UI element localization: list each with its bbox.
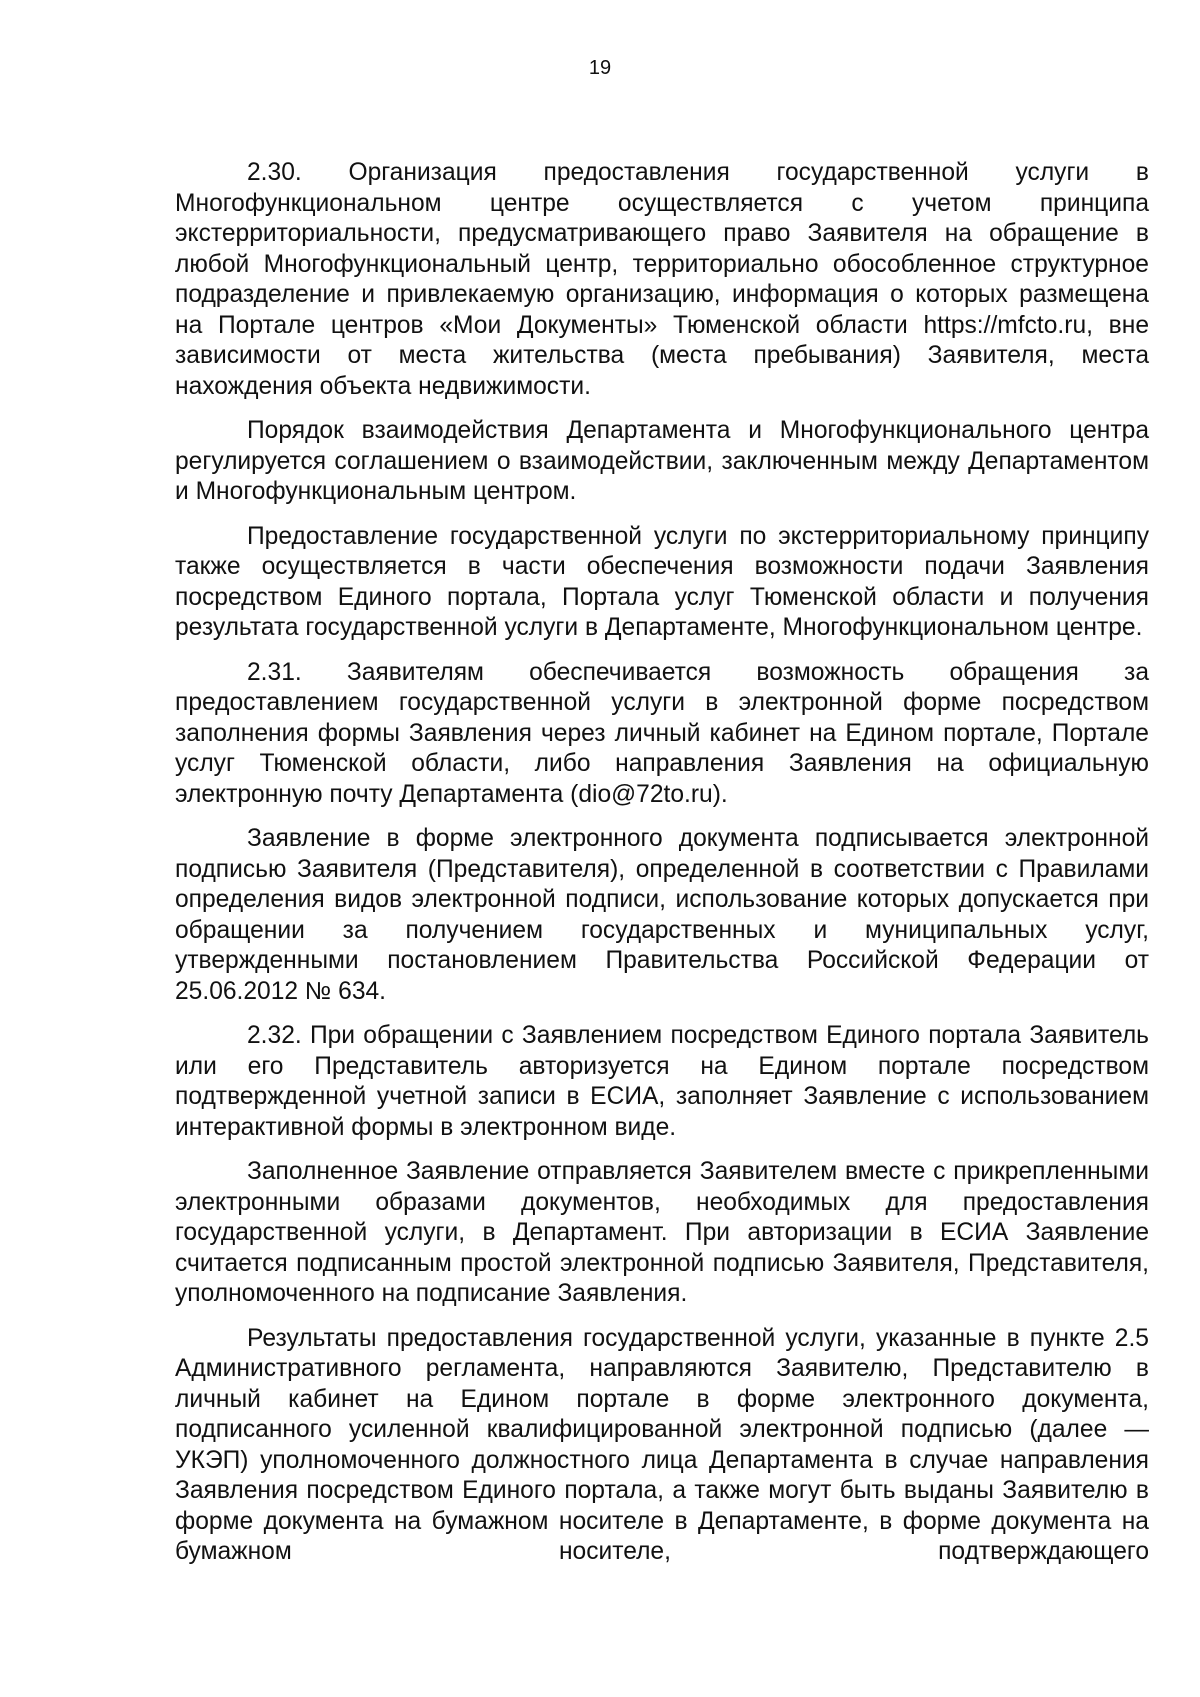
paragraph-2-32: 2.32. При обращении с Заявлением посредством Единого портала Заявитель или его Представитель авторизуется на Едином портале посредством подтвержденной учетной записи в ЕСИА, заполняет Заявление с использованием интерактивной формы в электронном виде. <box>175 1022 1149 1141</box>
paragraph-service-results: Результаты предоставления государственной услуги, указанные в пункте 2.5 Административного регламента, направляются Заявителю, Представителю в личный кабинет на Едином портале в форме электронного документа, подписанного усиленной квалифицированной электронной подписью (далее —УКЭП) уполномоченного должностного лица Департамента в случае направления Заявления посредством Единого портала, а также могут быть выданы Заявителю в форме документа на бумажном носителе в Департаменте, в форме документа на бумажном носителе, подтверждающего <box>175 1324 1149 1565</box>
paragraph-interaction-order: Порядок взаимодействия Департамента и Многофункционального центра регулируется соглашением о взаимодействии, заключенным между Департаментом и Многофункциональным центром. <box>175 417 1149 505</box>
paragraph-2-30: 2.30. Организация предоставления государственной услуги в Многофункциональном центре осуществляется с учетом принципа экстерриториальности, предусматривающего право Заявителя на обращение в любой Многофункциональный центр, территориально обособленное структурное подразделение и привлекаемую организацию, информация о которых размещена на Портале центров «Мои Документы» Тюменской области https://mfcto.ru, вне зависимости от места жительства (места пребывания) Заявителя, места нахождения объекта недвижимости. <box>175 159 1149 400</box>
paragraph-extraterritorial-principle: Предоставление государственной услуги по экстерриториальному принципу также осуществляется в части обеспечения возможности подачи Заявления посредством Единого портала, Портала услуг Тюменской области и получения результата государственной услуги в Департаменте, Многофункциональном центре. <box>175 522 1149 641</box>
page-number: 19 <box>588 57 612 79</box>
paragraph-2-31: 2.31. Заявителям обеспечивается возможность обращения за предоставлением государственной услуги в электронной форме посредством заполнения формы Заявления через личный кабинет на Едином портале, Портале услуг Тюменской области, либо направления Заявления на официальную электронную почту Департамента (dio@72to.ru). <box>175 658 1149 808</box>
document-body <box>175 158 1149 1582</box>
paragraph-electronic-signature: Заявление в форме электронного документа подписывается электронной подписью Заявителя (Представителя), определенной в соответствии с Правилами определения видов электронной подписи, использование которых допускается при обращении за получением государственных и муниципальных услуг, утвержденными постановлением Правительства Российской Федерации от 25.06.2012 № 634. <box>175 825 1149 1005</box>
paragraph-filled-application: Заполненное Заявление отправляется Заявителем вместе с прикрепленными электронными образами документов, необходимых для предоставления государственной услуги, в Департамент. При авторизации в ЕСИА Заявление считается подписанным простой электронной подписью Заявителя, Представителя, уполномоченного на подписание Заявления. <box>175 1158 1149 1307</box>
